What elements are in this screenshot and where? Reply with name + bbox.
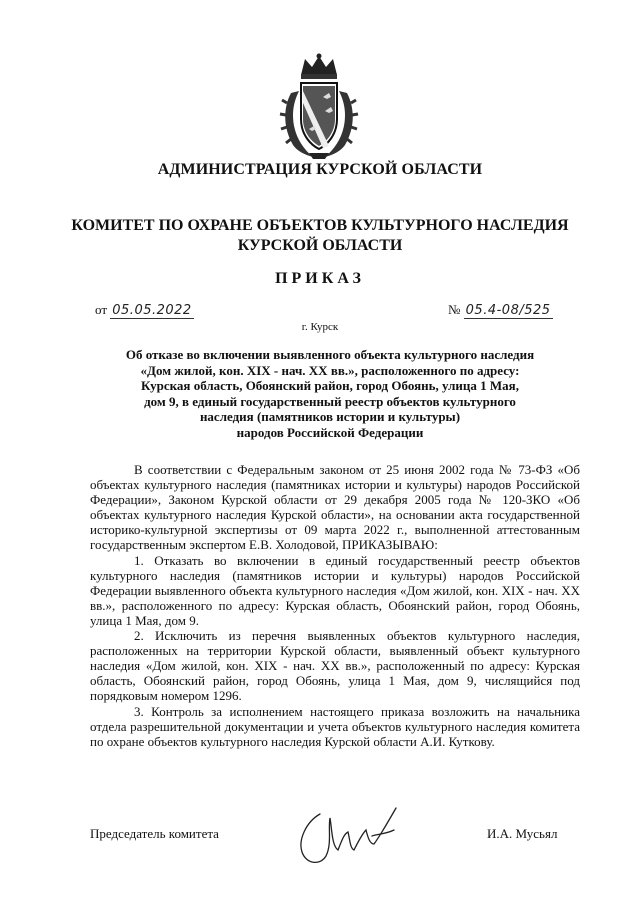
title-line: Об отказе во включении выявленного объекта культурного наследия — [125, 347, 535, 362]
coat-of-arms-icon — [279, 53, 359, 160]
title-line: наследия (памятников истории и культуры) — [199, 409, 461, 425]
committee-title-line: КОМИТЕТ ПО ОХРАНЕ ОБЪЕКТОВ КУЛЬТУРНОГО НАСЛЕДИЯ — [71, 217, 569, 234]
title-line: «Дом жилой, кон. XIX - нач. XX вв.», расположенного по адресу: — [140, 362, 520, 378]
handwritten-signature-icon — [292, 800, 412, 872]
date-value: 05.05.2022 — [112, 303, 192, 318]
title-line: народов Российской Федерации — [236, 424, 424, 440]
order-number — [448, 302, 553, 318]
signatory-name: И.А. Мусьял — [487, 826, 558, 841]
signatory-position: Председатель комитета — [90, 826, 219, 841]
date-prefix: от — [95, 302, 108, 317]
order-item-2: 2. Исключить из перечня выявленных объектов культурного наследия, расположенных на территории Курской области, выявленный объект культурного наследия «Дом жилой, кон. XIX - нач. XX вв.», расположенный по адресу: Курская область, Обоянский район, город Обоянь, улица 1 Мая, дом 9, числящийся под порядковым номером 1296. — [90, 628, 580, 704]
preamble-paragraph: В соответствии с Федеральным законом от 25 июня 2002 года № 73-ФЗ «Об объектах культурного наследия (памятниках истории и культуры) народов Российской Федерации», Законом Курской области от 29 декабря 2005 года № 120-ЗКО «Об объектах культурного наследия Курской области», на основании акта государственной историко-культурной экспертизы от 09 марта 2022 г., выполненной аттестованным государственным экспертом Е.В. Холодовой, ПРИКАЗЫВАЮ: — [90, 462, 580, 553]
title-line: Курская область, Обоянский район, город Обоянь, улица 1 Мая, — [141, 378, 519, 394]
committee-title-line: КУРСКОЙ ОБЛАСТИ — [237, 237, 403, 254]
order-body — [90, 462, 580, 749]
order-date — [95, 302, 194, 318]
number-value: 05.4-08/525 — [465, 303, 551, 318]
committee-title — [0, 216, 640, 256]
administration-title: АДМИНИСТРАЦИЯ КУРСКОЙ ОБЛАСТИ — [157, 161, 483, 178]
order-title — [90, 347, 570, 441]
document-type: ПРИКАЗ — [275, 270, 365, 287]
title-line: дом 9, в единый государственный реестр объектов культурного — [144, 393, 516, 409]
order-item-3: 3. Контроль за исполнением настоящего приказа возложить на начальника отдела разрешительной документации и учета объектов культурного наследия комитета по охране объектов культурного наследия Курской области А.И. Куткову. — [90, 703, 580, 749]
city-label: г. Курск — [301, 321, 339, 333]
order-item-1: 1. Отказать во включении в единый государственный реестр объектов культурного наследия (памятников истории и культуры) народов Российской Федерации выявленного объекта культурного наследия «Дом жилой, кон. XIX - нач. XX вв.», расположенного по адресу: Курская область, Обоянский район, город Обоянь, улица 1 Мая, дом 9. — [90, 552, 580, 628]
number-prefix: № — [448, 302, 461, 317]
